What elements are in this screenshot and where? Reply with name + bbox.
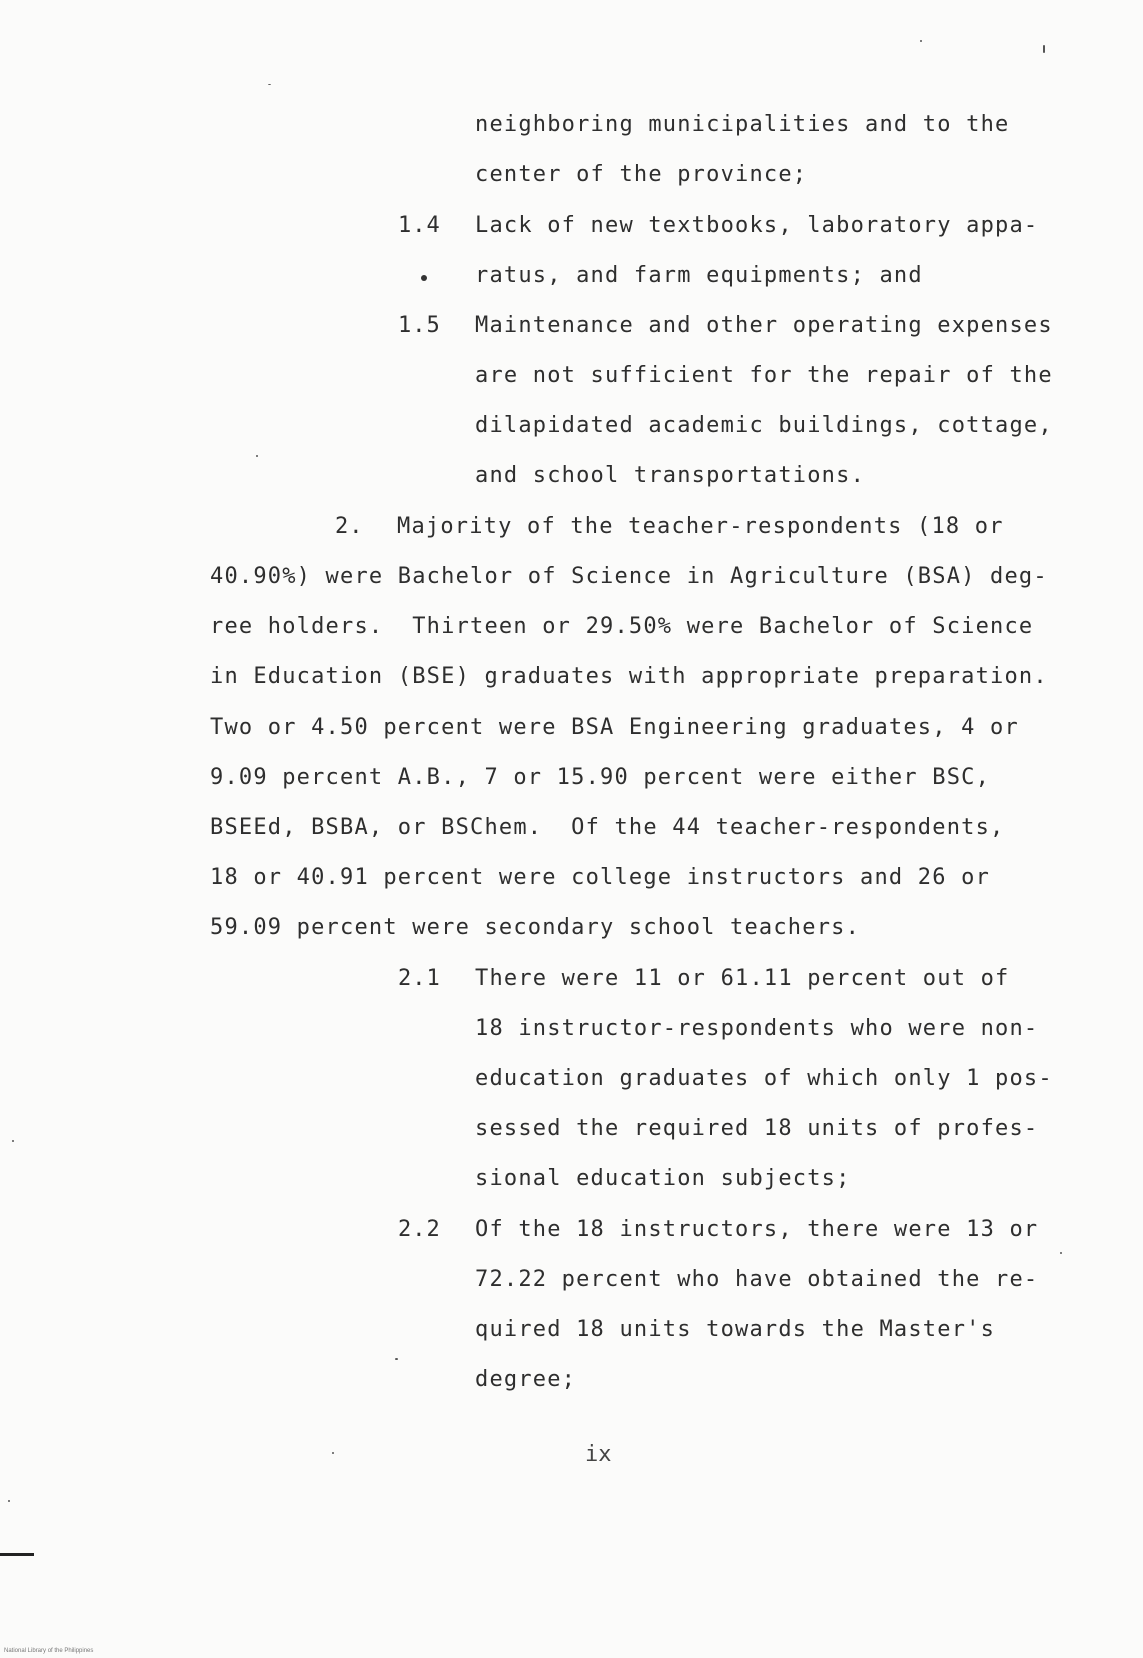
- text-line: dilapidated academic buildings, cottage,: [475, 413, 1053, 438]
- text-line: center of the province;: [475, 162, 808, 187]
- scan-speck: [920, 40, 922, 42]
- text-line: There were 11 or 61.11 percent out of: [475, 966, 1010, 991]
- text-line: sessed the required 18 units of profes-: [475, 1116, 1039, 1141]
- text-line: Maintenance and other operating expenses: [475, 313, 1053, 338]
- text-line: 18 or 40.91 percent were college instructors and 26 or: [210, 865, 991, 890]
- text-line: Majority of the teacher-respondents (18 or: [397, 514, 1004, 539]
- item-number: 1.5: [398, 313, 441, 338]
- item-number: 2.1: [398, 966, 441, 991]
- text-line: 9.09 percent A.B., 7 or 15.90 percent were either BSC,: [210, 765, 991, 790]
- text-line: in Education (BSE) graduates with appropriate preparation.: [210, 664, 1048, 689]
- text-line: sional education subjects;: [475, 1166, 851, 1191]
- text-line: 18 instructor-respondents who were non-: [475, 1016, 1039, 1041]
- scan-edge-mark: [0, 1553, 34, 1556]
- text-line: degree;: [475, 1367, 577, 1392]
- scan-speck: [8, 1500, 10, 1502]
- text-line: neighboring municipalities and to the: [475, 112, 1010, 137]
- text-line: Two or 4.50 percent were BSA Engineering graduates, 4 or: [210, 715, 1019, 740]
- scan-speck: [332, 1452, 334, 1454]
- text-line: are not sufficient for the repair of the: [475, 363, 1053, 388]
- text-line: and school transportations.: [475, 463, 866, 488]
- text-line: 40.90%) were Bachelor of Science in Agriculture (BSA) deg-: [210, 564, 1048, 589]
- item-number: 2.2: [398, 1217, 441, 1242]
- text-line: quired 18 units towards the Master's: [475, 1317, 996, 1342]
- text-line: ree holders. Thirteen or 29.50% were Bachelor of Science: [210, 614, 1034, 639]
- scan-speck: [395, 1358, 398, 1360]
- scan-speck: [1043, 45, 1045, 53]
- text-line: 72.22 percent who have obtained the re-: [475, 1267, 1039, 1292]
- item-number: 2.: [335, 514, 364, 539]
- scan-speck: [1060, 1252, 1062, 1254]
- scan-speck: [256, 455, 258, 457]
- text-line: Of the 18 instructors, there were 13 or: [475, 1217, 1039, 1242]
- page-number: ix: [585, 1442, 612, 1467]
- text-line: education graduates of which only 1 pos-: [475, 1066, 1053, 1091]
- footer-scan-text: National Library of the Philippines: [4, 1648, 94, 1654]
- scan-speck: [268, 84, 271, 85]
- item-number: 1.4: [398, 213, 441, 238]
- scan-speck: [12, 1140, 14, 1142]
- text-line: Lack of new textbooks, laboratory appa-: [475, 213, 1039, 238]
- text-line: ratus, and farm equipments; and: [475, 263, 923, 288]
- bullet-mark: [421, 275, 427, 281]
- text-line: 59.09 percent were secondary school teachers.: [210, 915, 861, 940]
- text-line: BSEEd, BSBA, or BSChem. Of the 44 teacher-respondents,: [210, 815, 1005, 840]
